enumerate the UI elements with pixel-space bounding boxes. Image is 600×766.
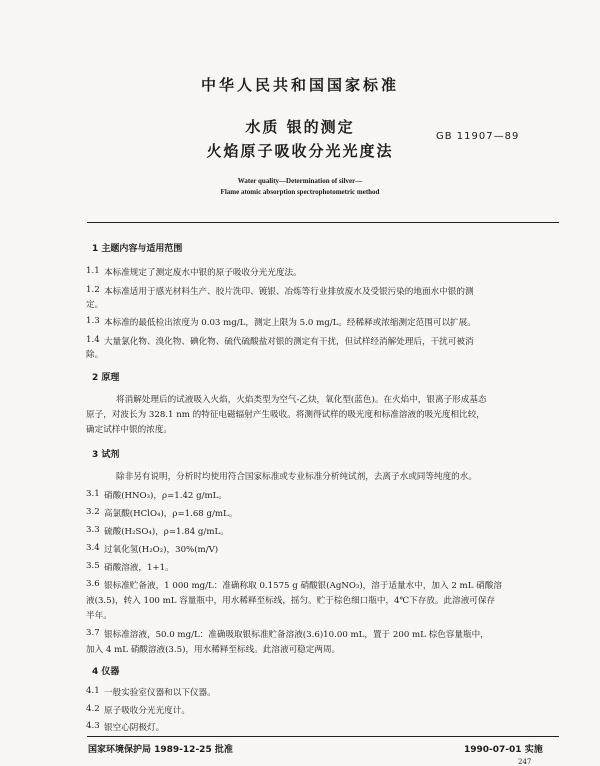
english-title-line-1: Water quality—Determination of silver— [237,177,363,185]
item-number: 4.1 [86,686,100,696]
item-text: 硫酸(H₂SO₄)，ρ=1.84 g/mL。 [104,527,229,537]
item-text: 银标准溶液，50.0 mg/L：准确吸取银标准贮备溶液(3.6)10.00 mL，置于 200 mL 棕色容量瓶中， [104,630,489,640]
item-number: 3.5 [86,561,100,571]
paragraph-line: 将消解处理后的试液吸入火焰，火焰类型为空气-乙炔，氧化型(蓝色)。在火焰中，银离子形成基态 [116,395,487,405]
item-number: 3.1 [86,489,100,499]
header-divider [87,222,559,223]
item-text: 银标准贮备液，1 000 mg/L：准确称取 0.1575 g 硝酸银(AgNO₃)，溶于适量水中，加入 2 mL 硝酸溶 [104,581,502,591]
item-number: 3.2 [86,507,100,517]
section-3-heading: 3 试剂 [92,450,120,460]
item-text: 硝酸溶液，1+1。 [104,563,174,573]
item-text: 定。 [86,300,104,310]
item-number: 1.2 [86,285,100,295]
page-number: 247 [518,758,532,766]
item-number: 4.2 [86,704,100,714]
item-text: 过氧化氢(H₂O₂)，30%(m/V) [104,545,219,555]
item-number: 1.3 [86,316,100,326]
section-2-heading: 2 原理 [92,373,120,383]
item-text: 大量氯化物、溴化物、碘化物、硫代硫酸盐对银的测定有干扰，但试样经消解处理后，干扰可被消 [104,337,474,347]
paragraph-line: 确定试样中银的浓度。 [86,425,172,435]
implementation-date: 1990-07-01 实施 [464,745,543,755]
item-number: 1.1 [86,266,100,276]
item-text: 半年。 [86,611,112,621]
item-text: 银空心阴极灯。 [104,723,165,733]
item-number: 3.4 [86,543,100,553]
approval-date: 国家环境保护局 1989-12-25 批准 [88,745,233,755]
item-text: 加入 4 mL 硝酸溶液(3.5)，用水稀释至标线。此溶液可稳定两周。 [86,645,341,655]
item-number: 3.7 [86,628,100,638]
item-text: 本标准规定了测定废水中银的原子吸收分光光度法。 [104,268,302,278]
section-1-heading: 1 主题内容与适用范围 [92,244,183,254]
title-line-2: 火焰原子吸收分光光度法 [206,142,394,160]
section-4-heading: 4 仪器 [92,667,120,677]
footer-divider [87,736,559,737]
item-text: 高氯酸(HClO₄)，ρ=1.68 g/mL。 [104,509,238,519]
item-text: 硝酸(HNO₃)，ρ=1.42 g/mL。 [104,491,227,501]
english-title-line-2: Flame atomic absorption spectrophotometric method [220,188,380,196]
paragraph-line: 原子，对波长为 328.1 nm 的特征电磁辐射产生吸收。将测得试样的吸光度和标准溶液的吸光度相比较， [86,410,485,420]
item-number: 3.6 [86,579,100,589]
gb-standard-code: GB 11907—89 [436,131,520,142]
item-text: 本标准的最低检出浓度为 0.03 mg/L，测定上限为 5.0 mg/L。经稀释或浓缩测定范围可以扩展。 [104,318,476,328]
item-text: 一般实验室仪器和以下仪器。 [104,688,216,698]
item-text: 原子吸收分光光度计。 [104,706,190,716]
national-standard-header: 中华人民共和国国家标准 [200,76,399,94]
item-number: 4.3 [86,721,100,731]
item-text: 本标准适用于感光材料生产、胶片洗印、镀银、冶炼等行业排放废水及受银污染的地面水中银的测 [104,287,474,297]
item-number: 3.3 [86,525,100,535]
item-number: 1.4 [86,335,100,345]
item-text: 除。 [86,350,104,360]
title-line-1: 水质 银的测定 [245,118,355,136]
paragraph-line: 除非另有说明，分析时均使用符合国家标准或专业标准分析纯试剂，去离子水或同等纯度的水。 [116,472,477,482]
item-text: 液(3.5)，转入 100 mL 容量瓶中，用水稀释至标线，摇匀。贮于棕色细口瓶中，4℃下存放。此溶液可保存 [86,596,496,606]
